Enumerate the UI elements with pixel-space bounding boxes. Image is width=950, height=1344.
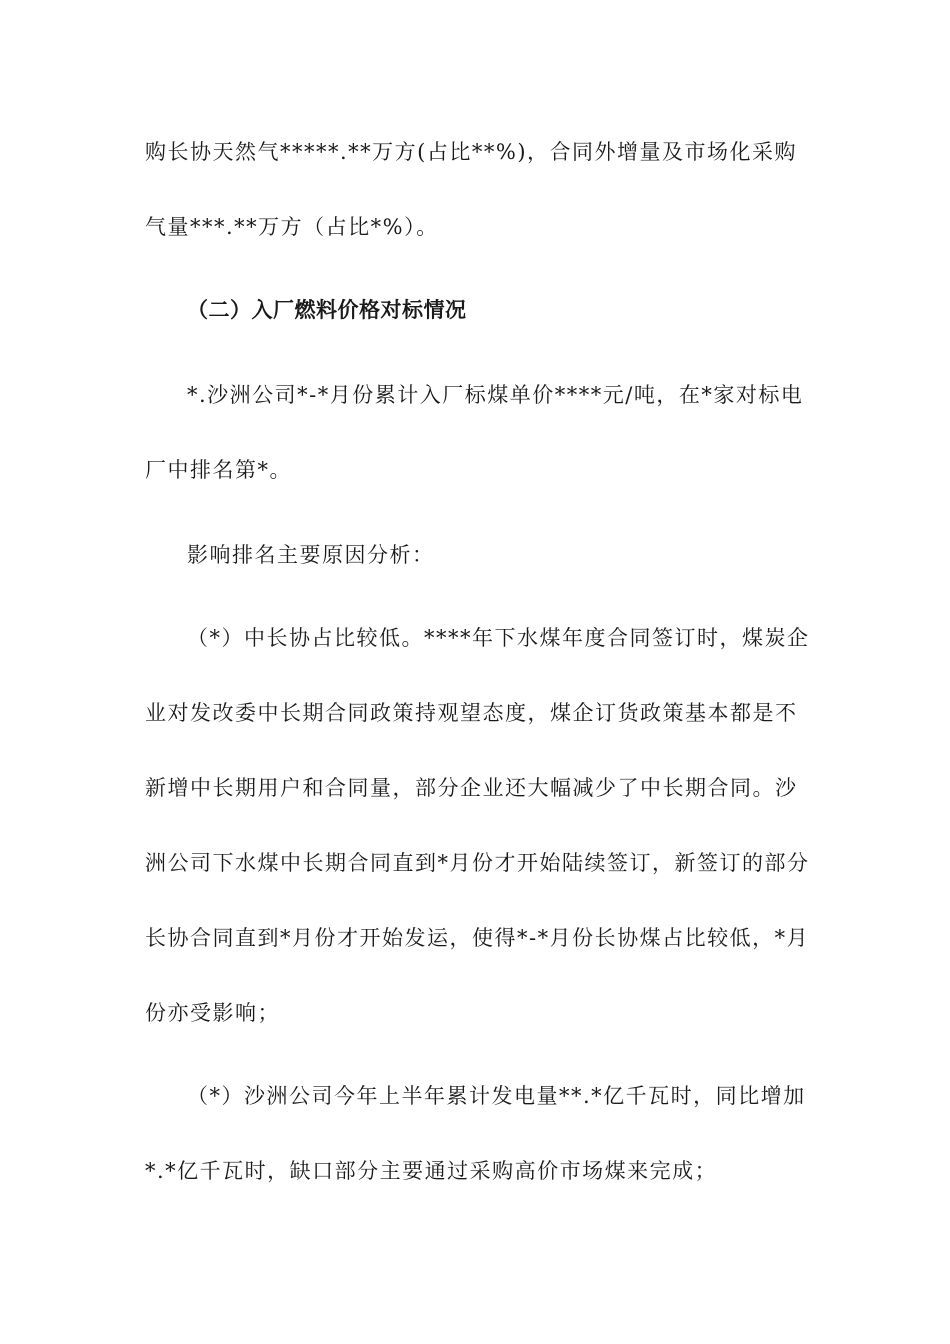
paragraph-line: 气量***.**万方（占比*%）。 [145, 215, 439, 239]
paragraph-line: *.*亿千瓦时，缺口部分主要通过采购高价市场煤来完成； [145, 1159, 718, 1183]
paragraph-line: 份亦受影响； [145, 1001, 280, 1025]
paragraph-line: （*）沙洲公司今年上半年累计发电量**.*亿千瓦时，同比增加 [187, 1084, 806, 1108]
section-heading: （二）入厂燃料价格对标情况 [187, 298, 467, 322]
paragraph-line: 长协合同直到*月份才开始发运，使得*-*月份长协煤占比较低，*月 [145, 926, 810, 950]
paragraph-line: *.沙洲公司*-*月份累计入厂标煤单价****元/吨，在*家对标电 [187, 383, 804, 407]
paragraph-line: 洲公司下水煤中长期合同直到*月份才开始陆续签订，新签订的部分 [145, 851, 810, 875]
paragraph-line: 厂中排名第*。 [145, 458, 292, 482]
paragraph-line: 业对发改委中长期合同政策持观望态度，煤企订货政策基本都是不 [145, 701, 798, 725]
paragraph-line: 新增中长期用户和合同量，部分企业还大幅减少了中长期合同。沙 [145, 776, 798, 800]
paragraph-line: 影响排名主要原因分析： [187, 543, 435, 567]
paragraph-line: （*）中长协占比较低。****年下水煤年度合同签订时，煤炭企 [187, 626, 810, 650]
paragraph-line: 购长协天然气*****.**万方(占比**%)，合同外增量及市场化采购 [145, 140, 798, 164]
